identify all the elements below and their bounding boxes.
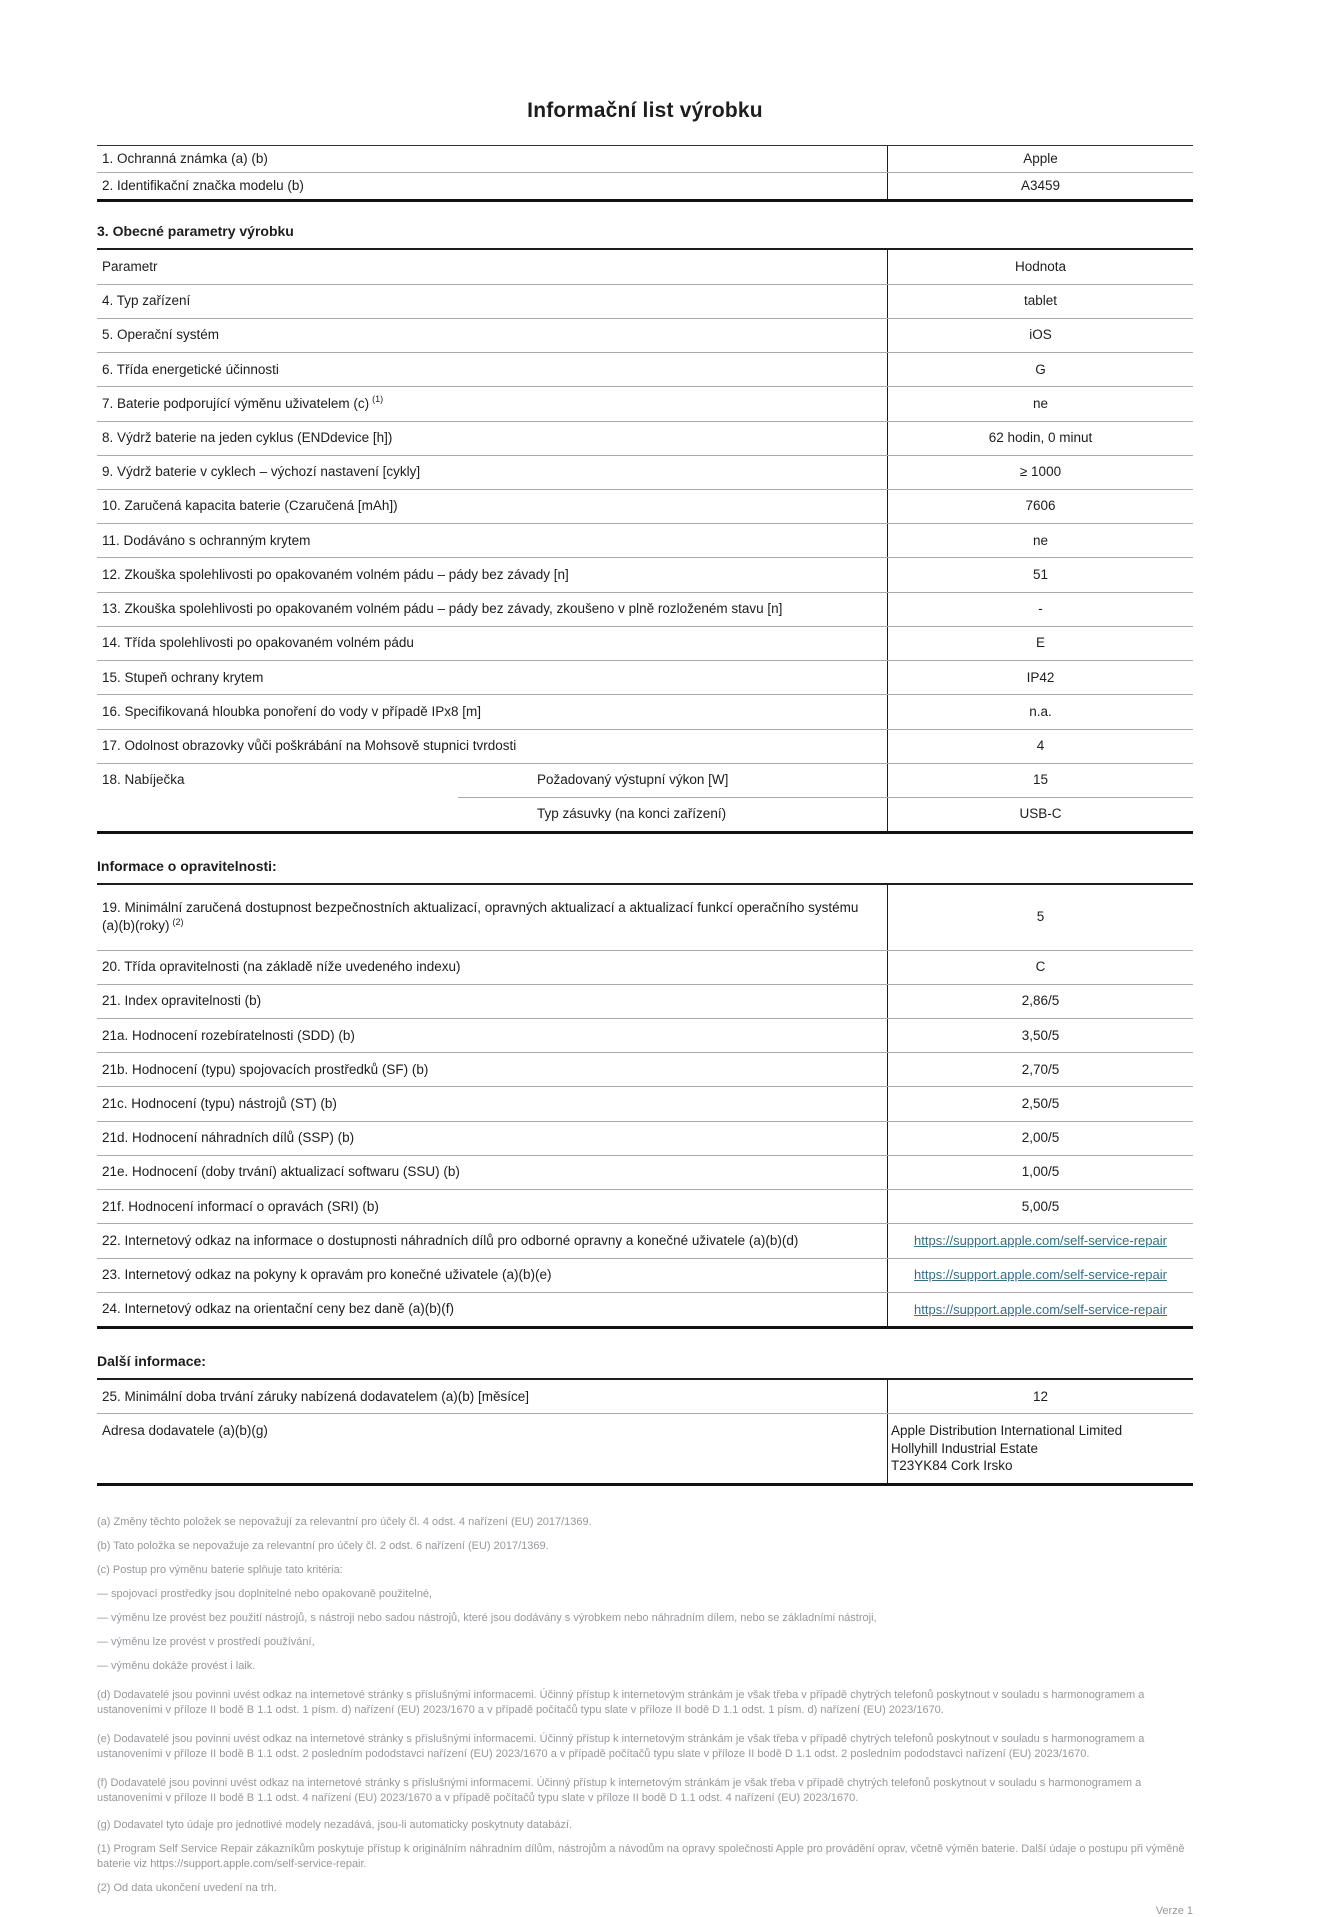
row-label: 20. Třída opravitelnosti (na základě níže uvedeného indexu)	[102, 959, 461, 975]
row-label: 13. Zkouška spolehlivosti po opakovaném volném pádu – pády bez závady, zkoušeno v plně rozloženém stavu [n]	[102, 601, 783, 617]
table-row-charger	[97, 764, 1193, 831]
row-label: 18. Nabíječka	[102, 772, 185, 788]
row-value: G	[887, 353, 1193, 386]
additional-info-table	[97, 1378, 1193, 1486]
row-label: 19. Minimální zaručená dostupnost bezpečnostních aktualizací, opravných aktualizací a aktualizací funkcí operačního systému (a)(b)(roky) $^{(2)}$	[102, 900, 859, 934]
table-row	[97, 524, 1193, 558]
row-label: 4. Typ zařízení	[102, 293, 191, 309]
row-value: 4	[887, 730, 1193, 763]
row-label: 21. Index opravitelnosti (b)	[102, 993, 262, 1009]
row-value	[887, 1414, 1193, 1482]
row-value: 15	[887, 764, 1193, 797]
row-label: 14. Třída spolehlivosti po opakovaném volném pádu	[102, 635, 414, 651]
table-row	[97, 1053, 1193, 1087]
table-row	[97, 1122, 1193, 1156]
row-label: 12. Zkouška spolehlivosti po opakovaném volném pádu – pády bez závady [n]	[102, 566, 569, 582]
row-value: 12	[887, 1380, 1193, 1413]
footnote-line: — výměnu dokáže provést i laik.	[97, 1659, 256, 1672]
table-row	[97, 627, 1193, 661]
table-row	[97, 951, 1193, 985]
footnote-line: (2) Od data ukončení uvedení na trh.	[97, 1881, 277, 1894]
row-value: 7606	[887, 490, 1193, 523]
row-label: 10. Zaručená kapacita baterie (Czaručená [mAh])	[102, 498, 398, 514]
page-title: Informační list výrobku	[527, 99, 763, 122]
row-label: 2. Identifikační značka modelu (b)	[102, 178, 304, 194]
row-label: 21d. Hodnocení náhradních dílů (SSP) (b)	[102, 1130, 355, 1146]
footnote-line: (f) Dodavatelé jsou povinni uvést odkaz na internetové stránky s příslušnými informacemi. Účinný přístup k internetovým stránkám je však třeba v případě chytrých telefonů poskytnout v souladu s harmonogramem a ustanoveními v příloze II bodě B 1.1 odst. 4 nařízení (EU) 2023/1670 a v případě počítačů typu slate v příloze II bodě D 1.1 odst. 4 nařízení (EU) 2023/1670.	[97, 1776, 1142, 1804]
table-row	[97, 985, 1193, 1019]
version-label: Verze 1	[1155, 1904, 1193, 1917]
row-label: 16. Specifikovaná hloubka ponoření do vody v případě IPx8 [m]	[102, 703, 481, 719]
row-value	[887, 1259, 1193, 1292]
charger-subrows	[458, 764, 1193, 831]
column-header-parameter: Parametr	[102, 258, 158, 274]
table-row	[97, 1259, 1193, 1293]
footnotes	[97, 1515, 1193, 1896]
row-label: 11. Dodáváno s ochranným krytem	[102, 532, 311, 548]
footnote-line: (g) Dodavatel tyto údaje pro jednotlivé modely nezadává, jsou-li automaticky poskytnuty databází.	[97, 1818, 573, 1831]
footnote-line: — výměnu lze provést v prostředí používání,	[97, 1635, 315, 1648]
row-label: 21c. Hodnocení (typu) nástrojů (ST) (b)	[102, 1095, 337, 1111]
table-row	[97, 319, 1193, 353]
row-label: 7. Baterie podporující výměnu uživatelem (c) $^{(1)}$	[102, 394, 384, 411]
table-row	[97, 661, 1193, 695]
footnote-line: (d) Dodavatelé jsou povinni uvést odkaz na internetové stránky s příslušnými informacemi. Účinný přístup k internetovým stránkám je však třeba v případě chytrých telefonů poskytnout v souladu s harmonogramem a ustanoveními v příloze II bodě B 1.1 odst. 1 písm. d) nařízení (EU) 2023/1670 a v případě počítačů typu slate v příloze II bodě D 1.1 odst. 1 písm. d) nařízení (EU) 2023/1670.	[97, 1688, 1145, 1716]
supplier-address: Apple Distribution International Limited Hollyhill Industrial Estate T23YK84 Cork Irsko	[891, 1422, 1123, 1474]
table-row	[97, 1224, 1193, 1258]
table-row	[97, 173, 1193, 199]
row-value: 2,00/5	[887, 1122, 1193, 1155]
repair-info-link[interactable]: https://support.apple.com/self-service-repair	[914, 1301, 1167, 1317]
table-row	[97, 1414, 1193, 1482]
row-label: 17. Odolnost obrazovky vůči poškrábání na Mohsově stupnici tvrdosti	[102, 738, 517, 753]
table-row	[97, 730, 1193, 764]
row-label: 15. Stupeň ochrany krytem	[102, 669, 264, 685]
row-label: 24. Internetový odkaz na orientační ceny bez daně (a)(b)(f)	[102, 1301, 454, 1317]
repair-info-link[interactable]: https://support.apple.com/self-service-repair	[914, 1267, 1167, 1283]
row-value: ne	[887, 387, 1193, 420]
row-value: 5	[887, 885, 1193, 949]
repair-info-link[interactable]: https://support.apple.com/self-service-repair	[914, 1233, 1167, 1249]
section-heading-repairability: Informace o opravitelnosti:	[97, 858, 277, 875]
table-row	[97, 146, 1193, 173]
footnote-line: (e) Dodavatelé jsou povinni uvést odkaz na internetové stránky s příslušnými informacemi. Účinný přístup k internetovým stránkám je však třeba v případě chytrých telefonů poskytnout v souladu s harmonogramem a ustanoveními v příloze II bodě B 1.1 odst. 2 posledním pododstavci nařízení (EU) 2023/1670 a v případě počítačů typu slate v příloze II bodě D 1.1 odst. 2 posledním pododstavci nařízení (EU) 2023/1670.	[97, 1732, 1145, 1760]
table-row	[97, 1190, 1193, 1224]
row-value: ne	[887, 524, 1193, 557]
row-value: 5,00/5	[887, 1190, 1193, 1223]
row-label: 21f. Hodnocení informací o opravách (SRI) (b)	[102, 1198, 379, 1214]
section-heading-additional: Další informace:	[97, 1353, 206, 1369]
row-value: USB-C	[887, 798, 1193, 831]
footnote-line: — spojovací prostředky jsou doplnitelné nebo opakovaně použitelné,	[97, 1587, 433, 1600]
row-value: E	[887, 627, 1193, 660]
row-value: 62 hodin, 0 minut	[887, 422, 1193, 455]
row-label: 8. Výdrž baterie na jeden cyklus (ENDdevice [h])	[102, 430, 393, 446]
row-value: 2,50/5	[887, 1087, 1193, 1120]
table-row	[97, 387, 1193, 421]
row-value: 51	[887, 558, 1193, 591]
repairability-table	[97, 883, 1193, 1329]
table-row	[97, 456, 1193, 490]
row-label: 6. Třída energetické účinnosti	[102, 361, 279, 377]
footnote-line: — výměnu lze provést bez použití nástrojů, s nástroji nebo sadou nástrojů, které jsou dodávány s výrobkem nebo náhradním dílem, nebo se základními nástroji,	[97, 1611, 877, 1624]
row-value: IP42	[887, 661, 1193, 694]
row-value: n.a.	[887, 695, 1193, 728]
row-label: 21a. Hodnocení rozebíratelnosti (SDD) (b)	[102, 1027, 355, 1043]
table-row	[97, 1293, 1193, 1326]
row-sublabel: Typ zásuvky (na konci zařízení)	[537, 806, 727, 822]
table-row	[97, 422, 1193, 456]
row-value: Apple	[887, 146, 1193, 172]
row-value: 1,00/5	[887, 1156, 1193, 1189]
row-label: 23. Internetový odkaz na pokyny k opravám pro konečné uživatele (a)(b)(e)	[102, 1267, 552, 1283]
row-label: 21e. Hodnocení (doby trvání) aktualizací softwaru (SSU) (b)	[102, 1164, 460, 1180]
row-value	[887, 1293, 1193, 1326]
charger-sub-row	[458, 764, 1193, 797]
table-row	[97, 490, 1193, 524]
table-row	[97, 695, 1193, 729]
table-row	[97, 1380, 1193, 1414]
charger-sub-row	[458, 797, 1193, 831]
table-row	[97, 1019, 1193, 1053]
footnote-line: (b) Tato položka se nepovažuje za relevantní pro účely čl. 2 odst. 6 nařízení (EU) 2017/1369.	[97, 1539, 549, 1552]
row-label: 1. Ochranná známka (a) (b)	[102, 151, 268, 166]
table-row	[97, 353, 1193, 387]
table-row	[97, 593, 1193, 627]
general-parameters-table	[97, 248, 1193, 834]
table-row	[97, 885, 1193, 950]
footnote-reference: (2)	[172, 916, 184, 927]
footnote-reference: (1)	[372, 394, 384, 405]
row-value: iOS	[887, 319, 1193, 352]
section-heading-general: 3. Obecné parametry výrobku	[97, 223, 294, 240]
footnote-line: (c) Postup pro výměnu baterie splňuje tato kritéria:	[97, 1563, 343, 1576]
table-row	[97, 285, 1193, 319]
row-value: A3459	[887, 173, 1193, 199]
row-value	[887, 1224, 1193, 1257]
column-header-value: Hodnota	[887, 250, 1193, 283]
row-value: 2,86/5	[887, 985, 1193, 1018]
row-label: 21b. Hodnocení (typu) spojovacích prostředků (SF) (b)	[102, 1061, 429, 1077]
row-value: -	[887, 593, 1193, 626]
row-value: tablet	[887, 285, 1193, 318]
footnote-line: (1) Program Self Service Repair zákazníkům poskytuje přístup k originálním náhradním dílům, nástrojům a návodům na opravy společnosti Apple pro provádění oprav, včetně výměn baterie. Další údaje o postupu při výměně baterie viz https://support.apple.com/self-service-repair.	[97, 1842, 1185, 1870]
row-label: 22. Internetový odkaz na informace o dostupnosti náhradních dílů pro odborné opravny a konečné uživatele (a)(b)(d)	[102, 1232, 799, 1248]
table-row	[97, 558, 1193, 592]
table-header-row	[97, 250, 1193, 284]
row-value: 3,50/5	[887, 1019, 1193, 1052]
table-row	[97, 1156, 1193, 1190]
row-label: 9. Výdrž baterie v cyklech – výchozí nastavení [cykly]	[102, 464, 421, 480]
table-row	[97, 1087, 1193, 1121]
identification-table	[97, 145, 1193, 202]
row-value: ≥ 1000	[887, 456, 1193, 489]
footnote-line: (a) Změny těchto položek se nepovažují za relevantní pro účely čl. 4 odst. 4 nařízení (EU) 2017/1369.	[97, 1515, 592, 1528]
row-label: 25. Minimální doba trvání záruky nabízená dodavatelem (a)(b) [měsíce]	[102, 1388, 529, 1404]
row-value: 2,70/5	[887, 1053, 1193, 1086]
row-label: Adresa dodavatele (a)(b)(g)	[102, 1422, 268, 1438]
row-sublabel: Požadovaný výstupní výkon [W]	[537, 772, 729, 788]
row-value: C	[887, 951, 1193, 984]
row-label: 5. Operační systém	[102, 327, 220, 343]
